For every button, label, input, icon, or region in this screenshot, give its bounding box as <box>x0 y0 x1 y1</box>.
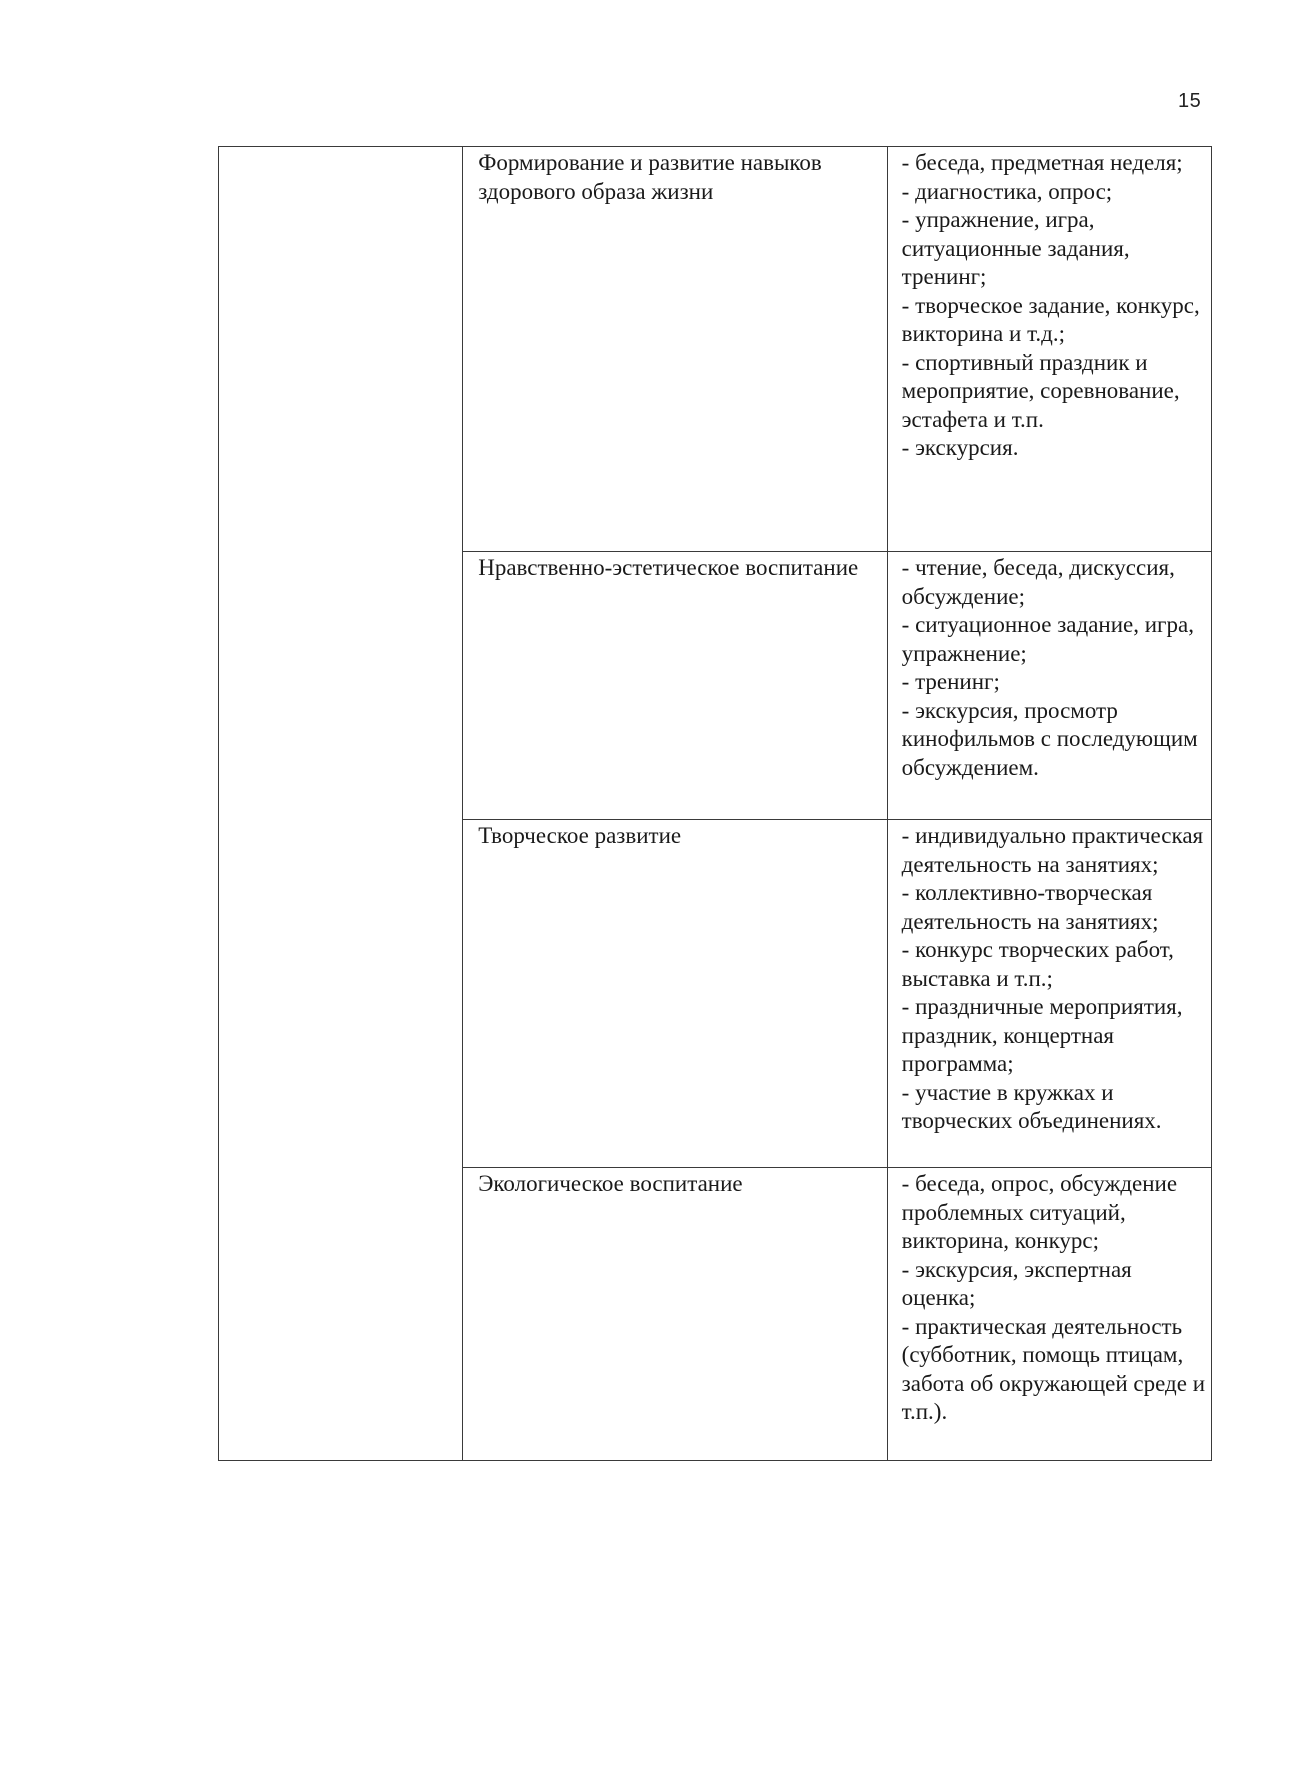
list-item: - беседа, опрос, обсуждение проблемных ситуаций, викторина, конкурс; <box>901 1171 1178 1253</box>
list-item: - тренинг; <box>901 669 1000 694</box>
list-item: - конкурс творческих работ, выставка и т.п.; <box>901 937 1174 991</box>
list-item: - экскурсия, просмотр кинофильмов с последующим обсуждением. <box>901 697 1198 780</box>
table-row <box>219 147 1212 552</box>
list-item: - чтение, беседа, дискуссия, обсуждение; <box>901 555 1175 609</box>
list-item: - праздничные мероприятия, праздник, концертная программа; <box>901 994 1183 1076</box>
area-cell: Экологическое воспитание <box>463 1168 887 1461</box>
area-cell: Нравственно-эстетическое воспитание <box>463 552 887 820</box>
forms-cell <box>887 552 1211 820</box>
list-item: - творческое задание, конкурс, викторина и т.д.; <box>901 292 1200 346</box>
list-item: - экскурсия. <box>901 435 1019 460</box>
page-number: 15 <box>1178 90 1202 112</box>
area-cell: Формирование и развитие навыков здорового образа жизни <box>463 147 887 552</box>
list-item: - спортивный праздник и мероприятие, соревнование, эстафета и т.п. <box>901 349 1180 432</box>
empty-merged-cell <box>219 147 463 1461</box>
list-item: - коллективно-творческая деятельность на занятиях; <box>901 880 1159 934</box>
area-cell: Творческое развитие <box>463 820 887 1168</box>
forms-cell <box>887 147 1211 552</box>
list-item: - экскурсия, экспертная оценка; <box>901 1256 1132 1310</box>
list-item: - упражнение, игра, ситуационные задания, тренинг; <box>901 207 1130 289</box>
education-activities-table <box>218 146 1212 1461</box>
forms-list <box>902 1170 1205 1427</box>
list-item: - беседа, предметная неделя; <box>901 150 1183 175</box>
forms-cell <box>887 820 1211 1168</box>
list-item: - диагностика, опрос; <box>901 178 1113 204</box>
list-item: - индивидуально практическая деятельность на занятиях; <box>901 823 1204 877</box>
list-item: - практическая деятельность (субботник, помощь птицам, забота об окружающей среде и т.п.). <box>901 1313 1206 1424</box>
forms-list <box>902 822 1205 1136</box>
list-item: - участие в кружках и творческих объединениях. <box>901 1079 1162 1133</box>
list-item: - ситуационное задание, игра, упражнение; <box>901 612 1194 666</box>
forms-list <box>902 554 1205 782</box>
forms-cell <box>887 1168 1211 1461</box>
forms-list <box>902 149 1205 463</box>
